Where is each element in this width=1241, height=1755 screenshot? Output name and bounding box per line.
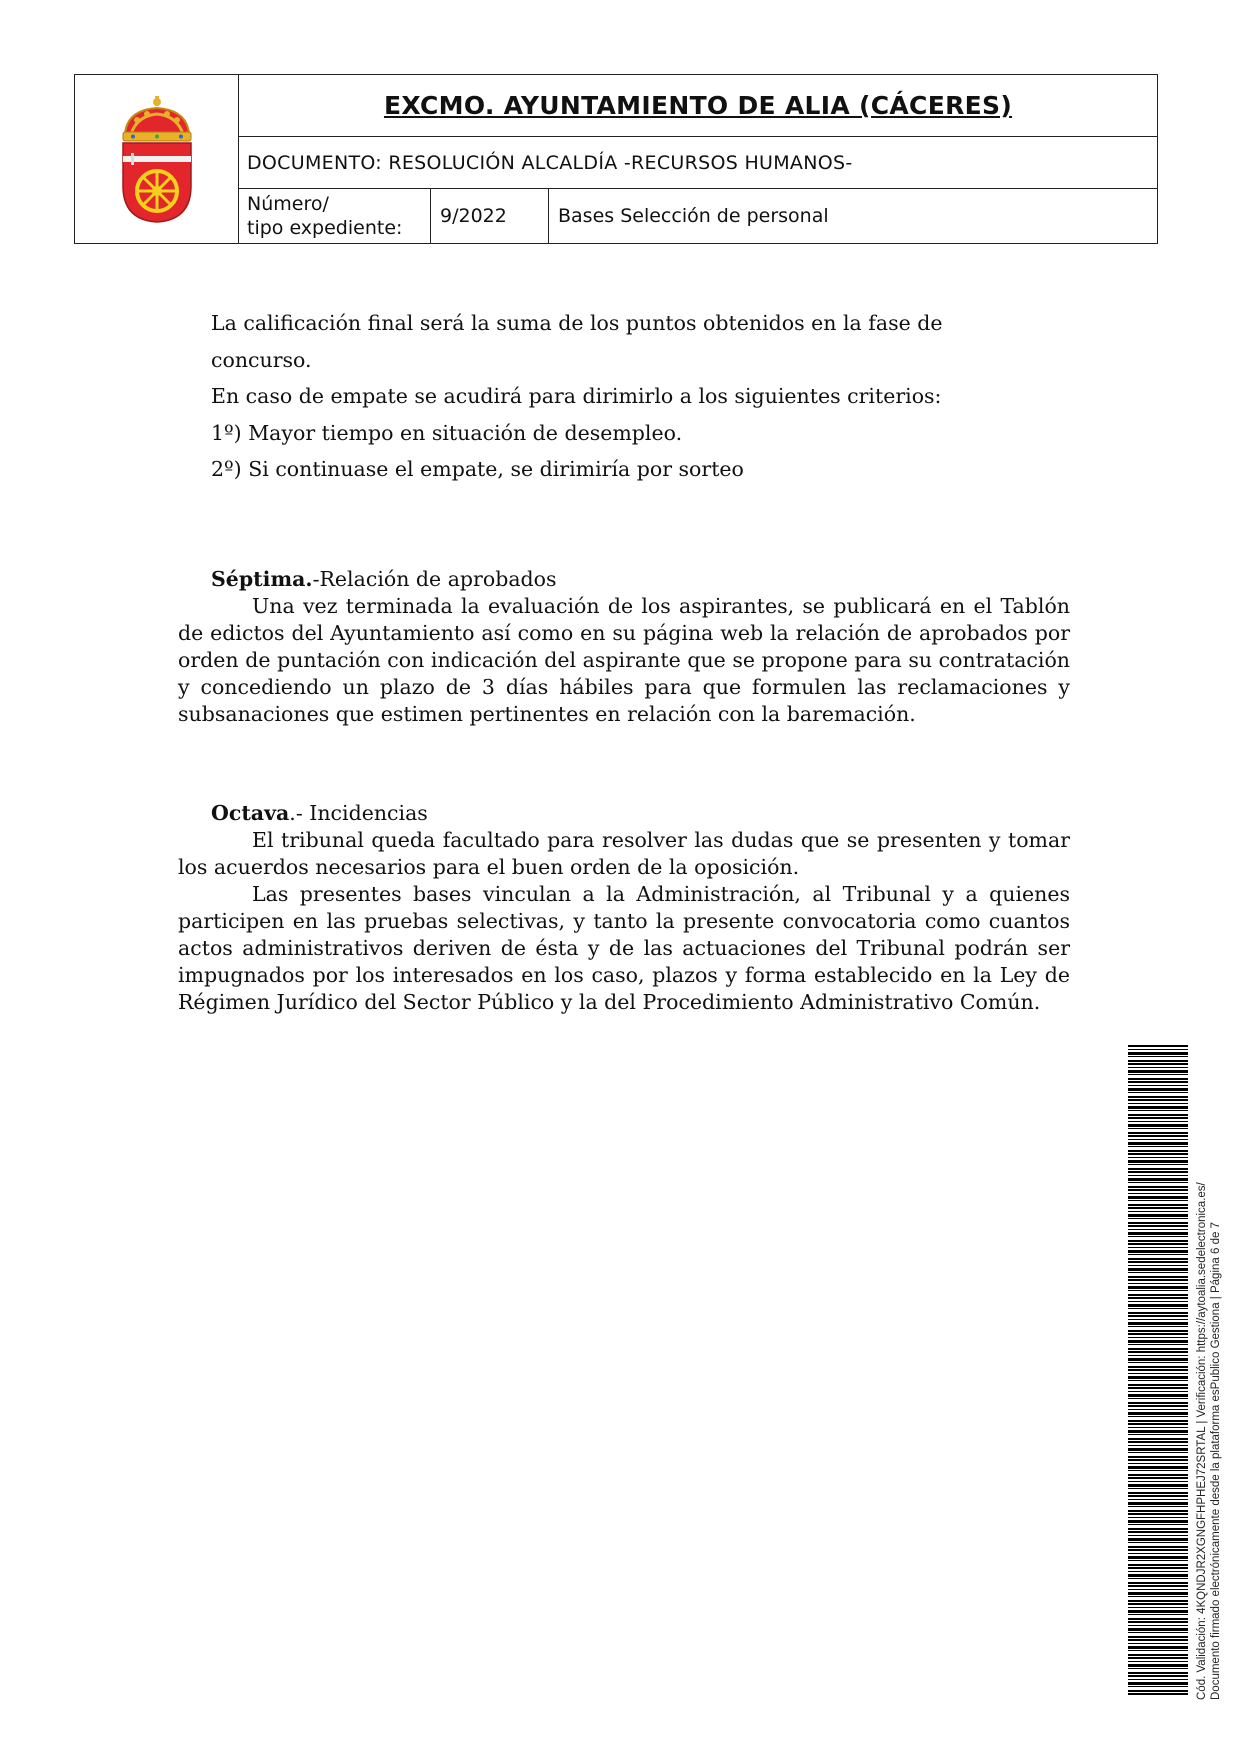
section-heading-text: .- Incidencias (289, 801, 428, 825)
paragraph: Una vez terminada la evaluación de los aspirantes, se publicará en el Tablón de edictos del Ayuntamiento así como en su página web la relación de aprobados por orden de puntación con indicación del aspirante que se propone para su contratación y concediendo un plazo de 3 días hábiles para que formulen las reclamaciones y subsanaciones que estimen pertinentes en relación con la baremación. (178, 594, 1070, 726)
numero-value: 9/2022 (440, 205, 507, 227)
coat-of-arms-icon (117, 94, 197, 224)
intro-block (211, 305, 1071, 488)
intro-line: concurso. (211, 347, 312, 372)
intro-line: La calificación final será la suma de los puntos obtenidos en la fase de (211, 311, 943, 335)
section-heading-bold: Séptima. (211, 567, 313, 591)
document-row (239, 137, 1157, 189)
section-heading (178, 800, 1070, 827)
logo-cell (75, 75, 239, 243)
validation-line: Documento firmado electrónicamente desde la plataforma esPublico Gestiona | Página 6 de 7 (1210, 1222, 1222, 1700)
section-septima (178, 566, 1070, 728)
paragraph: El tribunal queda facultado para resolver las dudas que se presenten y tomar los acuerdos necesarios para el buen orden de la oposición. (178, 828, 1070, 879)
validation-text (1195, 1182, 1223, 1700)
section-heading-text: -Relación de aprobados (312, 567, 557, 591)
expediente-desc-cell (549, 189, 1157, 243)
numero-label-line1: Número/ (247, 193, 329, 215)
numero-label-cell (239, 189, 431, 243)
section-heading (178, 566, 1070, 593)
numero-value-cell (431, 189, 549, 243)
section-octava (178, 800, 1070, 1016)
intro-line: En caso de empate se acudirá para dirimirlo a los siguientes criterios: (211, 384, 942, 408)
header-title-row (239, 75, 1157, 137)
document-type: DOCUMENTO: RESOLUCIÓN ALCALDÍA -RECURSOS HUMANOS- (247, 151, 853, 174)
expediente-row (239, 189, 1157, 243)
expediente-desc: Bases Selección de personal (558, 205, 829, 227)
numero-label-line2: tipo expediente: (247, 217, 403, 239)
section-heading-bold: Octava (211, 801, 290, 825)
page-title: EXCMO. AYUNTAMIENTO DE ALIA (CÁCERES) (383, 91, 1013, 120)
intro-line: 2º) Si continuase el empate, se dirimiría por sorteo (211, 457, 744, 481)
barcode (1128, 1045, 1188, 1695)
paragraph: Las presentes bases vinculan a la Administración, al Tribunal y a quienes participen en las pruebas selectivas, y tanto la presente convocatoria como cuantos actos administrativos deriven de ésta y de las actuaciones del Tribunal podrán ser impugnados por los interesados en los caso, plazos y forma establecido en la Ley de Régimen Jurídico del Sector Público y la del Procedimiento Administrativo Común. (178, 882, 1070, 1014)
intro-line: 1º) Mayor tiempo en situación de desempleo. (211, 420, 683, 445)
validation-line: Cód. Validación: 4KQNDJR2XGNGFHPHEJ72SRTAL | Verificación: https://aytoalia.sedelectronica.es/ (1196, 1182, 1208, 1700)
header-table (74, 74, 1158, 244)
